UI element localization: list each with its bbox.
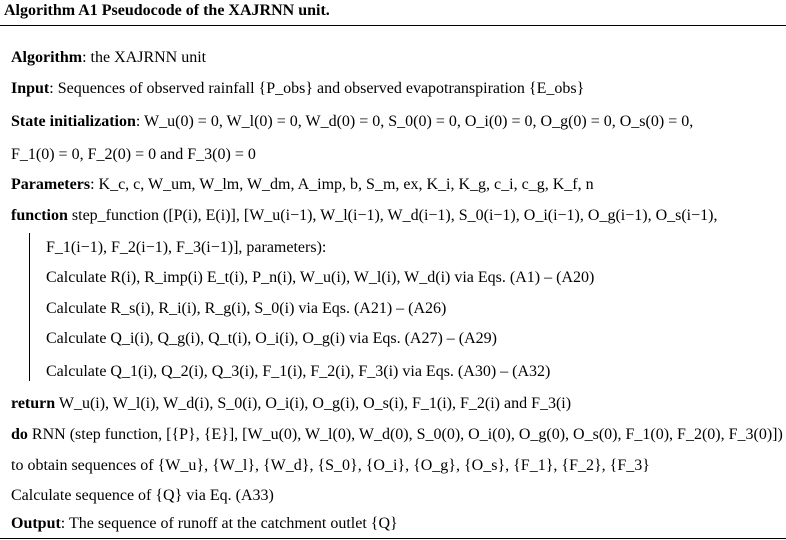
do-rnn-line: do RNN (step function, [{P}, {E}], [W_u(0), W_l(0), W_d(0), S_0(0), O_i(0), O_g(0), O_s(0), F_1(0), F_2(0), F_3(0)]) <box>11 426 783 443</box>
state-initialization-line: State initialization: W_u(0) = 0, W_l(0) = 0, W_d(0) = 0, S_0(0) = 0, O_i(0) = 0, O_g(0) = 0, O_s(0) = 0, <box>11 113 694 130</box>
obtain-sequences-line: to obtain sequences of {W_u}, {W_l}, {W_d}, {S_0}, {O_i}, {O_g}, {O_s}, {F_1}, {F_2}, {F_3} <box>11 457 650 474</box>
output-line: Output: The sequence of runoff at the catchment outlet {Q} <box>11 515 398 532</box>
calculate-q-line: Calculate sequence of {Q} via Eq. (A33) <box>11 487 274 504</box>
function-line: function step_function ([P(i), E(i)], [W_u(i−1), W_l(i−1), W_d(i−1), S_0(i−1), O_i(i−1), O_g(i−1), O_s(i−1), <box>11 207 718 224</box>
state-initialization-continued: F_1(0) = 0, F_2(0) = 0 and F_3(0) = 0 <box>11 146 256 163</box>
bottom-rule <box>0 538 786 539</box>
step-2: Calculate R_s(i), R_i(i), R_g(i), S_0(i) via Eqs. (A21) – (A26) <box>46 300 447 317</box>
parameters-line: Parameters: K_c, c, W_um, W_lm, W_dm, A_imp, b, S_m, ex, K_i, K_g, c_i, c_g, K_f, n <box>11 176 594 193</box>
algorithm-caption: Algorithm A1 Pseudocode of the XAJRNN unit. <box>4 2 330 19</box>
algorithm-name-line: Algorithm: the XAJRNN unit <box>11 49 207 66</box>
return-line: return W_u(i), W_l(i), W_d(i), S_0(i), O_i(i), O_g(i), O_s(i), F_1(i), F_2(i) and F_3(i) <box>11 395 572 412</box>
step-3: Calculate Q_i(i), Q_g(i), Q_t(i), O_i(i), O_g(i) via Eqs. (A27) – (A29) <box>46 330 497 347</box>
function-body-bar <box>29 233 30 381</box>
input-line: Input: Sequences of observed rainfall {P_obs} and observed evapotranspiration {E_obs} <box>11 80 585 97</box>
step-1: Calculate R(i), R_imp(i) E_t(i), P_n(i), W_u(i), W_l(i), W_d(i) via Eqs. (A1) – (A20) <box>46 269 595 286</box>
top-rule <box>0 25 786 26</box>
function-line-continued: F_1(i−1), F_2(i−1), F_3(i−1)], parameters): <box>46 239 327 256</box>
step-4: Calculate Q_1(i), Q_2(i), Q_3(i), F_1(i), F_2(i), F_3(i) via Eqs. (A30) – (A32) <box>46 363 551 380</box>
